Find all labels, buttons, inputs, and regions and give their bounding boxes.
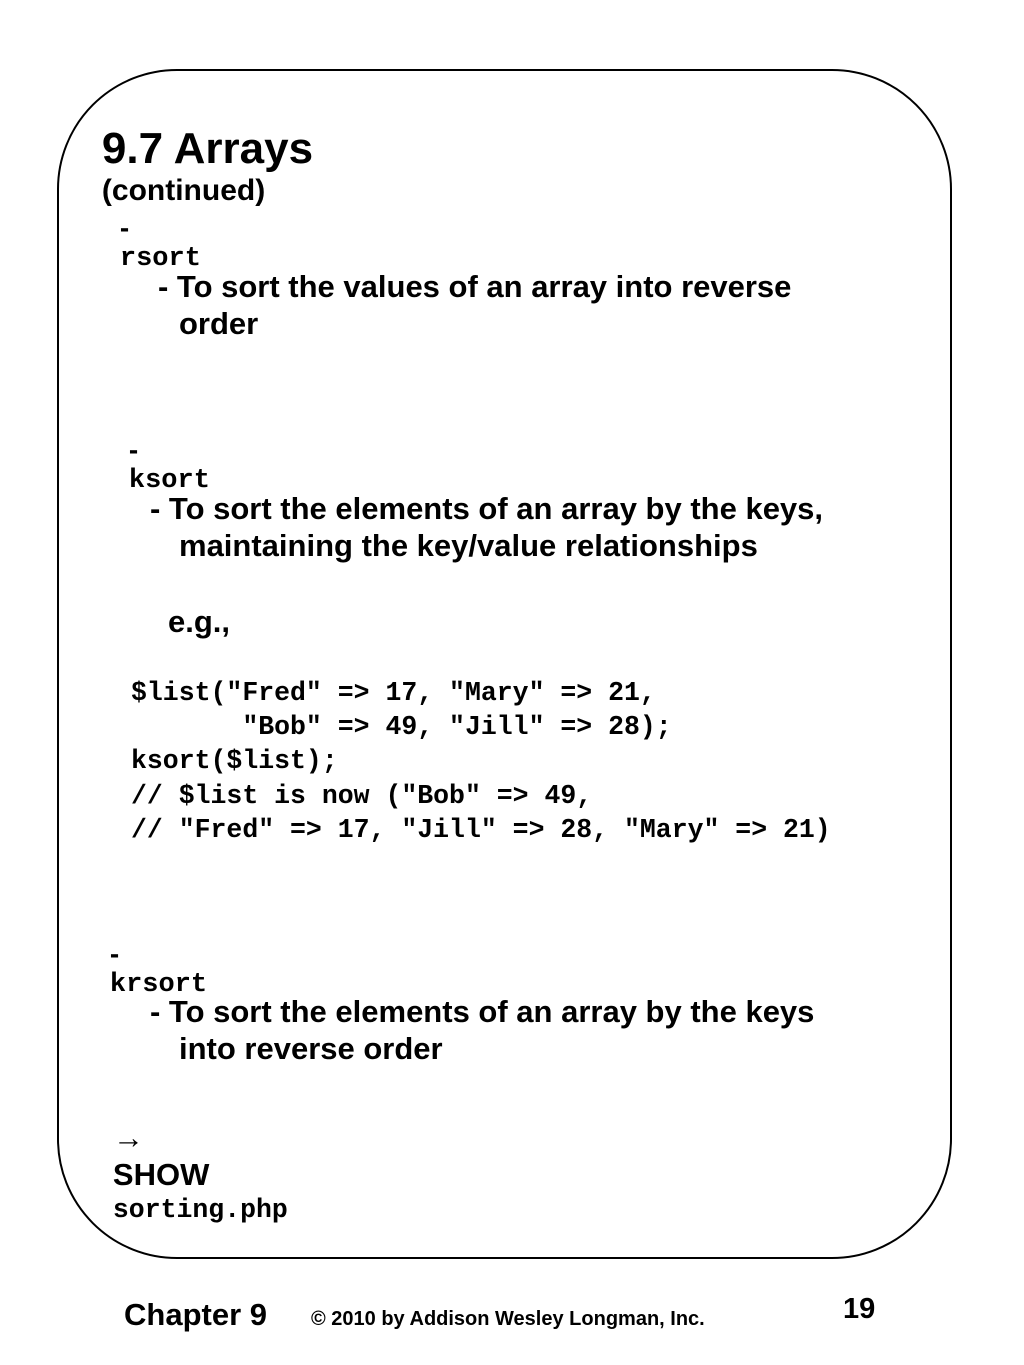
code-line-3: ksort($list); (131, 746, 338, 776)
right-arrow-icon: → (112, 1120, 144, 1155)
slide-title (93, 106, 313, 208)
bullet-dash: - (128, 434, 139, 465)
show-label: SHOW (112, 1157, 210, 1192)
rsort-description-line-2: order (179, 306, 259, 341)
section-krsort-heading (101, 920, 207, 1000)
krsort-description-line-1: - To sort the elements of an array by the keys (150, 994, 815, 1029)
code-line-5: // "Fred" => 17, "Jill" => 28, "Mary" => 21) (131, 815, 831, 845)
function-name-rsort: rsort (119, 244, 201, 274)
section-ksort-heading (120, 416, 210, 496)
function-name-ksort: ksort (128, 466, 210, 496)
bullet-dash: - (109, 938, 120, 969)
title-main: 9.7 Arrays (101, 124, 314, 173)
ksort-description-line-1: - To sort the elements of an array by the keys, (150, 491, 824, 526)
code-line-1: $list("Fred" => 17, "Mary" => 21, (131, 678, 656, 708)
example-label: e.g., (168, 604, 231, 639)
rsort-description-line-1: - To sort the values of an array into reverse (158, 269, 792, 304)
code-line-4: // $list is now ("Bob" => 49, (131, 781, 593, 811)
krsort-description-line-2: into reverse order (179, 1031, 443, 1066)
section-rsort-heading (111, 194, 201, 274)
show-filename: sorting.php (112, 1195, 288, 1225)
page-number: 19 (843, 1293, 876, 1325)
ksort-description-line-2: maintaining the key/value relationships (179, 528, 758, 563)
bullet-dash: - (119, 212, 130, 243)
footer-copyright: © 2010 by Addison Wesley Longman, Inc. (311, 1308, 705, 1330)
title-continued: (continued) (101, 174, 266, 207)
code-line-2: "Bob" => 49, "Jill" => 28); (131, 712, 672, 742)
show-line (104, 1101, 288, 1227)
footer-chapter: Chapter 9 (124, 1297, 267, 1332)
function-name-krsort: krsort (109, 970, 208, 1000)
